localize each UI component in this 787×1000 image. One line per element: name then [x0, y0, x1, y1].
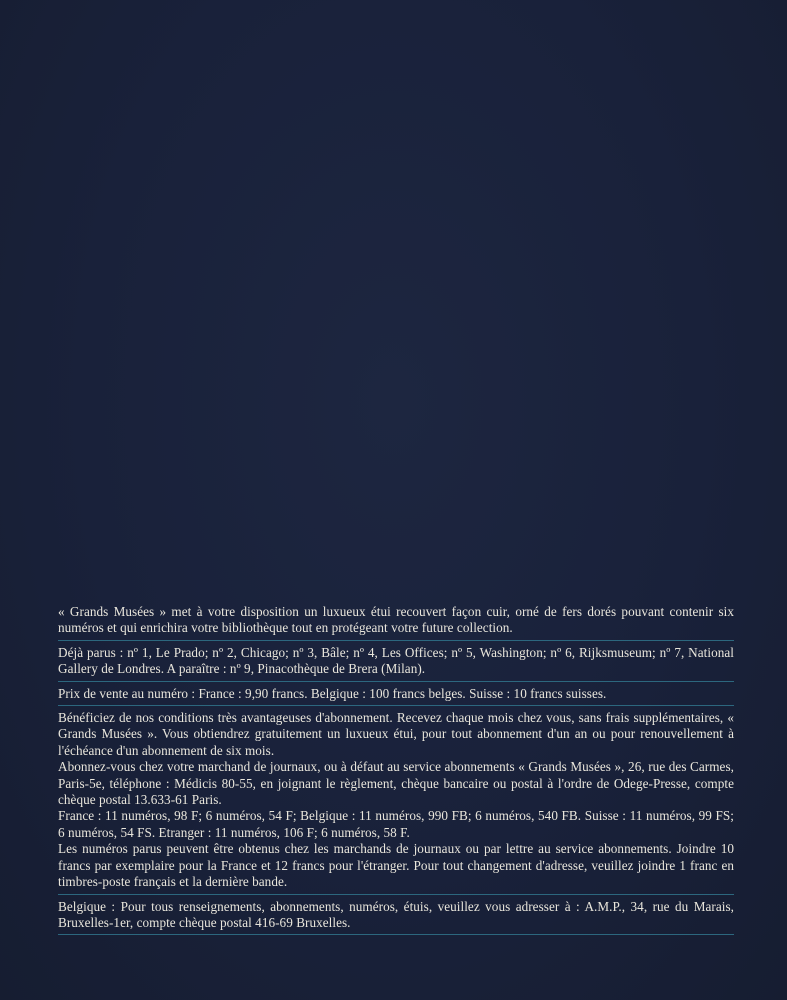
price-paragraph: Prix de vente au numéro : France : 9,90 francs. Belgique : 100 francs belges. Suisse : 10 francs suisses.	[58, 685, 607, 701]
case-offer-paragraph: « Grands Musées » met à votre disposition un luxueux étui recouvert façon cuir, orné de fers dorés pouvant contenir six numéros et qui enrichira votre bibliothèque tout en protégeant votre future collection.	[58, 604, 734, 636]
divider	[58, 705, 734, 706]
divider	[58, 934, 734, 935]
divider	[58, 894, 734, 895]
divider	[58, 681, 734, 682]
subscription-notice	[58, 604, 734, 939]
back-issues-paragraph: Les numéros parus peuvent être obtenus chez les marchands de journaux ou par lettre au service abonnements. Joindre 10 francs par exemplaire pour la France et 12 francs pour l'étranger. Pour tout changement d'adresse, veuillez joindre 1 franc en timbres-poste français et la dernière bande.	[58, 841, 734, 890]
divider	[58, 640, 734, 641]
published-issues-paragraph: Déjà parus : nº 1, Le Prado; nº 2, Chicago; nº 3, Bâle; nº 4, Les Offices; nº 5, Washington; nº 6, Rijksmuseum; nº 7, National Gallery de Londres. A paraître : nº 9, Pinacothèque de Brera (Milan).	[58, 644, 734, 677]
subscription-address-paragraph: Abonnez-vous chez votre marchand de journaux, ou à défaut au service abonnements « Grands Musées », 26, rue des Carmes, Paris-5e, téléphone : Médicis 80-55, en joignant le règlement, chèque bancaire ou postal à l'ordre de Odege-Presse, compte chèque postal 13.633-61 Paris.	[58, 759, 734, 808]
belgium-contact-paragraph: Belgique : Pour tous renseignements, abonnements, numéros, étuis, veuillez vous adresser à : A.M.P., 34, rue du Marais, Bruxelles-1er, compte chèque postal 416-69 Bruxelles.	[58, 898, 734, 930]
subscription-offer-paragraph: Bénéficiez de nos conditions très avantageuses d'abonnement. Recevez chaque mois chez vous, sans frais supplémentaires, « Grands Musées ». Vous obtiendrez gratuitement un luxueux étui, pour tout abonnement d'un an ou pour renouvellement à l'échéance d'un abonnement de six mois.	[58, 710, 734, 758]
subscription-rates-paragraph: France : 11 numéros, 98 F; 6 numéros, 54 F; Belgique : 11 numéros, 990 FB; 6 numéros, 540 FB. Suisse : 11 numéros, 99 FS; 6 numéros, 54 FS. Etranger : 11 numéros, 106 F; 6 numéros, 58 F.	[58, 808, 734, 840]
